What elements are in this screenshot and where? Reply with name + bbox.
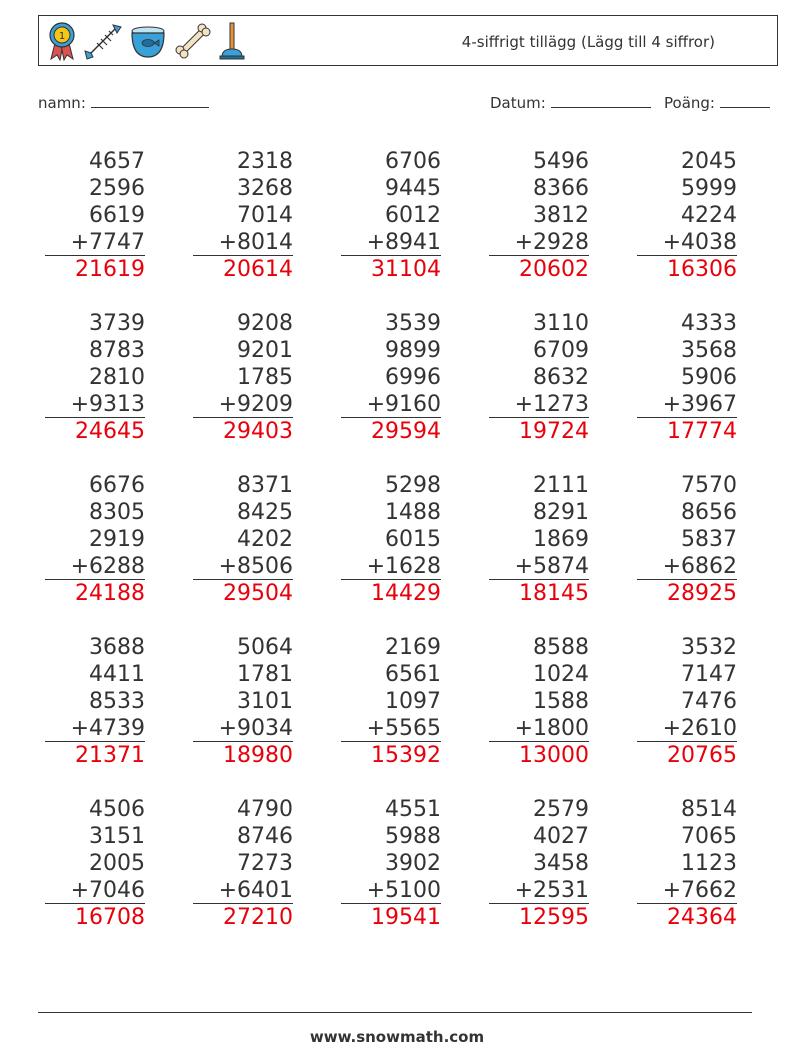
addend: 1097 <box>385 689 441 714</box>
addend: 6676 <box>89 473 145 498</box>
addend-with-plus: +3967 <box>637 391 737 418</box>
addend: 4551 <box>385 797 441 822</box>
addend-with-plus: +9313 <box>45 391 145 418</box>
addition-problem <box>45 310 145 446</box>
addend: 3812 <box>533 203 589 228</box>
addend: 9899 <box>385 338 441 363</box>
answer: 31104 <box>371 257 441 282</box>
addend: 4657 <box>89 149 145 174</box>
addend: 8371 <box>237 473 293 498</box>
addend: 5837 <box>681 527 737 552</box>
addition-problem <box>637 634 737 770</box>
addition-problem <box>637 796 737 932</box>
addend: 3151 <box>89 824 145 849</box>
date-line[interactable] <box>551 95 651 108</box>
addend: 9445 <box>385 176 441 201</box>
answer: 19724 <box>519 419 589 444</box>
addend: 8632 <box>533 365 589 390</box>
addend: 3568 <box>681 338 737 363</box>
answer: 24188 <box>75 581 145 606</box>
addend: 4411 <box>89 662 145 687</box>
date-label: Datum: <box>490 94 546 112</box>
answer: 19541 <box>371 905 441 930</box>
footer-divider <box>38 1012 752 1013</box>
answer: 24364 <box>667 905 737 930</box>
answer: 12595 <box>519 905 589 930</box>
fish-bone-icon <box>83 21 123 61</box>
addend: 4506 <box>89 797 145 822</box>
addition-problem <box>45 796 145 932</box>
addend: 2318 <box>237 149 293 174</box>
score-line[interactable] <box>720 95 770 108</box>
addend-with-plus: +4739 <box>45 715 145 742</box>
addend-with-plus: +8014 <box>193 229 293 256</box>
addend: 6619 <box>89 203 145 228</box>
name-label: namn: <box>38 94 86 112</box>
addend: 2169 <box>385 635 441 660</box>
header-box <box>38 15 778 66</box>
addend-with-plus: +2610 <box>637 715 737 742</box>
addend: 4790 <box>237 797 293 822</box>
answer: 24645 <box>75 419 145 444</box>
date-field[interactable] <box>490 94 651 112</box>
answer: 21619 <box>75 257 145 282</box>
answer: 17774 <box>667 419 737 444</box>
addend: 2111 <box>533 473 589 498</box>
addition-problem <box>45 472 145 608</box>
addend: 1869 <box>533 527 589 552</box>
score-field[interactable] <box>664 94 770 112</box>
addition-problem <box>489 472 589 608</box>
score-label: Poäng: <box>664 94 715 112</box>
answer: 29594 <box>371 419 441 444</box>
addend-with-plus: +5100 <box>341 877 441 904</box>
addend-with-plus: +1628 <box>341 553 441 580</box>
addend: 3101 <box>237 689 293 714</box>
addend: 7273 <box>237 851 293 876</box>
addend-with-plus: +5565 <box>341 715 441 742</box>
addend: 3458 <box>533 851 589 876</box>
addition-problem <box>489 796 589 932</box>
addend-with-plus: +8506 <box>193 553 293 580</box>
plunger-icon <box>217 21 247 61</box>
addend-with-plus: +9034 <box>193 715 293 742</box>
addend-with-plus: +7747 <box>45 229 145 256</box>
addend: 2810 <box>89 365 145 390</box>
fish-bowl-icon <box>127 21 169 61</box>
addend: 7014 <box>237 203 293 228</box>
addend: 9208 <box>237 311 293 336</box>
addend: 4224 <box>681 203 737 228</box>
addend: 7476 <box>681 689 737 714</box>
answer: 20765 <box>667 743 737 768</box>
answer: 29403 <box>223 419 293 444</box>
addition-problem <box>341 796 441 932</box>
addend: 1781 <box>237 662 293 687</box>
answer: 20602 <box>519 257 589 282</box>
answer: 16708 <box>75 905 145 930</box>
addend: 5988 <box>385 824 441 849</box>
addend: 9201 <box>237 338 293 363</box>
name-line[interactable] <box>91 95 209 108</box>
addend: 6015 <box>385 527 441 552</box>
addend-with-plus: +1273 <box>489 391 589 418</box>
answer: 29504 <box>223 581 293 606</box>
addition-problem <box>193 148 293 284</box>
addend: 2045 <box>681 149 737 174</box>
addend: 1123 <box>681 851 737 876</box>
bone-icon <box>173 21 213 61</box>
answer: 27210 <box>223 905 293 930</box>
addend: 5064 <box>237 635 293 660</box>
addend: 1785 <box>237 365 293 390</box>
addend: 8783 <box>89 338 145 363</box>
addend: 7570 <box>681 473 737 498</box>
addend: 1488 <box>385 500 441 525</box>
addend: 6561 <box>385 662 441 687</box>
addend: 4333 <box>681 311 737 336</box>
addend: 4027 <box>533 824 589 849</box>
addend: 3539 <box>385 311 441 336</box>
addend: 8588 <box>533 635 589 660</box>
addend-with-plus: +2928 <box>489 229 589 256</box>
name-field[interactable] <box>38 94 209 112</box>
answer: 21371 <box>75 743 145 768</box>
addend-with-plus: +6288 <box>45 553 145 580</box>
addend: 3532 <box>681 635 737 660</box>
addition-problem <box>637 148 737 284</box>
header-icons <box>45 20 247 62</box>
addend: 7147 <box>681 662 737 687</box>
addition-problem <box>341 148 441 284</box>
addend-with-plus: +8941 <box>341 229 441 256</box>
addend: 6012 <box>385 203 441 228</box>
addend: 2596 <box>89 176 145 201</box>
addition-problem <box>341 634 441 770</box>
addend-with-plus: +9160 <box>341 391 441 418</box>
addend: 5496 <box>533 149 589 174</box>
addend: 8533 <box>89 689 145 714</box>
addition-problem <box>45 148 145 284</box>
addend: 5906 <box>681 365 737 390</box>
answer: 18145 <box>519 581 589 606</box>
addend: 7065 <box>681 824 737 849</box>
addend-with-plus: +7662 <box>637 877 737 904</box>
addend: 8656 <box>681 500 737 525</box>
addend: 1024 <box>533 662 589 687</box>
addend: 6709 <box>533 338 589 363</box>
addend: 1588 <box>533 689 589 714</box>
medal-icon <box>45 21 79 61</box>
answer: 15392 <box>371 743 441 768</box>
answer: 14429 <box>371 581 441 606</box>
addition-problem <box>193 796 293 932</box>
addend-with-plus: +4038 <box>637 229 737 256</box>
answer: 18980 <box>223 743 293 768</box>
addition-problem <box>341 310 441 446</box>
addition-problem <box>637 472 737 608</box>
addend: 3688 <box>89 635 145 660</box>
addend: 3739 <box>89 311 145 336</box>
addition-problem <box>45 634 145 770</box>
answer: 16306 <box>667 257 737 282</box>
footer-site[interactable]: www.snowmath.com <box>309 1028 485 1046</box>
addend: 2919 <box>89 527 145 552</box>
addend: 8425 <box>237 500 293 525</box>
addend-with-plus: +6401 <box>193 877 293 904</box>
addition-problem <box>637 310 737 446</box>
addend: 8366 <box>533 176 589 201</box>
addend-with-plus: +9209 <box>193 391 293 418</box>
addition-problem <box>489 310 589 446</box>
addend: 6706 <box>385 149 441 174</box>
svg-text:1: 1 <box>58 31 66 42</box>
addend: 8746 <box>237 824 293 849</box>
addend-with-plus: +7046 <box>45 877 145 904</box>
addend-with-plus: +2531 <box>489 877 589 904</box>
addend: 5999 <box>681 176 737 201</box>
addend: 6996 <box>385 365 441 390</box>
addend: 8514 <box>681 797 737 822</box>
addend-with-plus: +5874 <box>489 553 589 580</box>
addend: 3110 <box>533 311 589 336</box>
addition-problem <box>489 148 589 284</box>
addition-problem <box>341 472 441 608</box>
addend: 5298 <box>385 473 441 498</box>
answer: 28925 <box>667 581 737 606</box>
addition-problem <box>489 634 589 770</box>
addend: 8305 <box>89 500 145 525</box>
addend: 4202 <box>237 527 293 552</box>
answer: 20614 <box>223 257 293 282</box>
addition-problem <box>193 634 293 770</box>
worksheet-title: 4-siffrigt tillägg (Lägg till 4 siffror) <box>461 33 715 51</box>
addend: 3268 <box>237 176 293 201</box>
addend-with-plus: +1800 <box>489 715 589 742</box>
addition-problem <box>193 472 293 608</box>
addend: 2005 <box>89 851 145 876</box>
addend: 2579 <box>533 797 589 822</box>
addend-with-plus: +6862 <box>637 553 737 580</box>
addition-problem <box>193 310 293 446</box>
answer: 13000 <box>519 743 589 768</box>
addend: 8291 <box>533 500 589 525</box>
addend: 3902 <box>385 851 441 876</box>
